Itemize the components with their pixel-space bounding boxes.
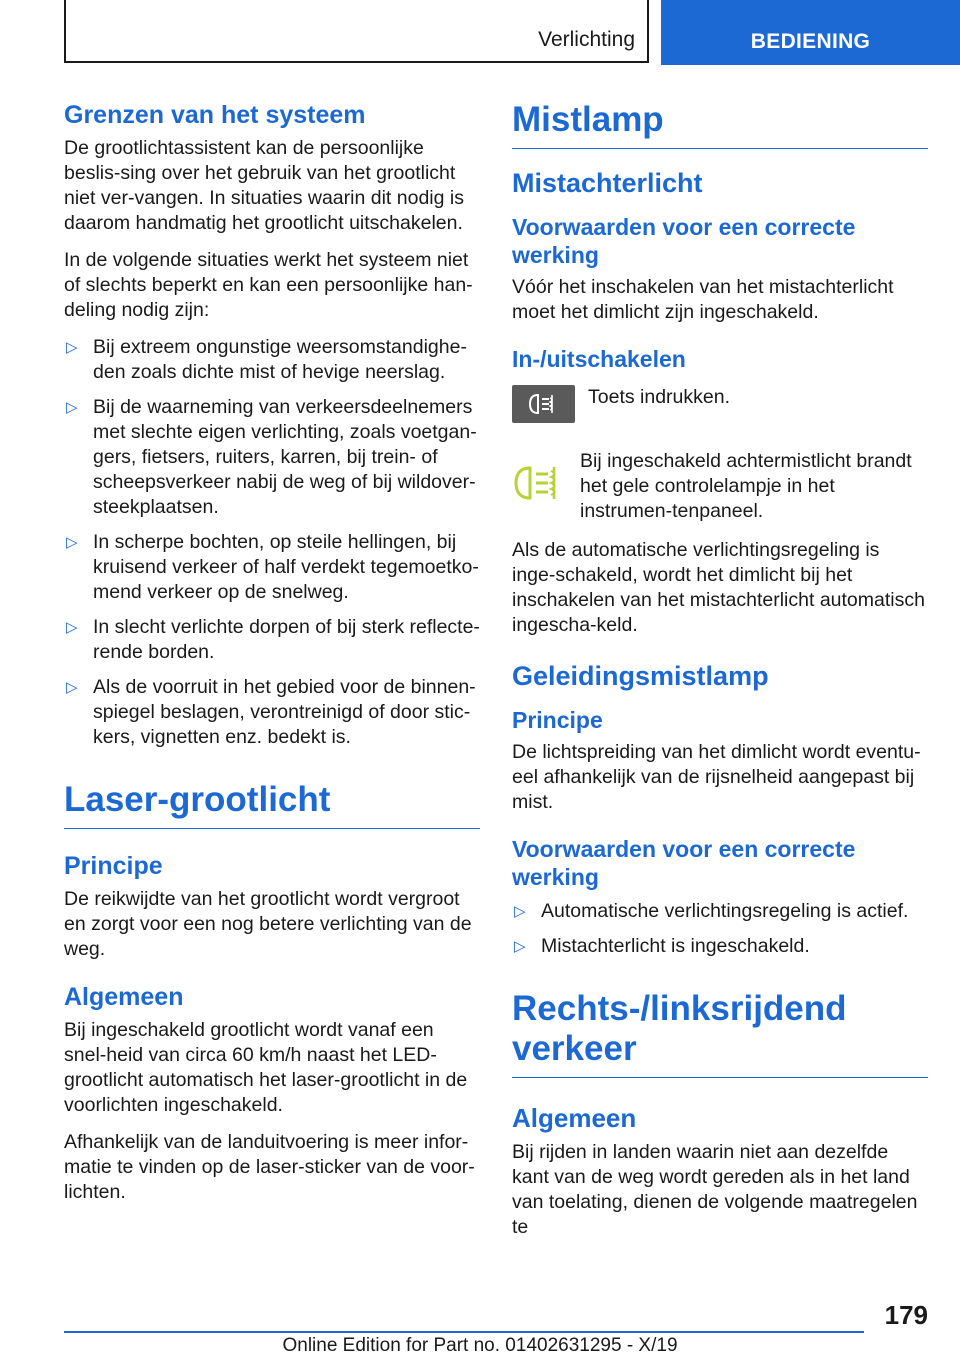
paragraph: Bij rijden in landen waarin niet aan dezelfde kant van de weg wordt gereden als in het land van toelating, dienen de volgende maatregelen te <box>512 1141 918 1238</box>
conditions-list <box>512 899 928 959</box>
paragraph: De reikwijdte van het grootlicht wordt vergroot en zorgt voor een nog betere verlichting van de weg. <box>64 888 472 960</box>
button-instruction <box>512 383 928 435</box>
rear-fog-lamp-button-icon[interactable] <box>512 385 575 423</box>
heading-rechts-linksrijdend: Rechts-/linksrijdend verkeer <box>512 989 928 1078</box>
paragraph: Afhankelijk van de landuitvoering is meer infor‐matie te vinden op de laser-sticker van de voor‐lichten. <box>64 1131 475 1203</box>
header-chapter-title: BEDIENING <box>750 30 871 53</box>
triangle-bullet-icon: ▷ <box>66 679 78 696</box>
heading-in-uitschakelen: In-/uitschakelen <box>512 346 686 372</box>
list-item: ▷ Bij extreem ongunstige weersomstandighe‐den zoals dichte mist of hevige neerslag. <box>66 336 467 383</box>
heading-principe: Principe <box>64 852 163 880</box>
triangle-bullet-icon: ▷ <box>514 903 526 920</box>
indicator-instruction <box>512 449 928 524</box>
indicator-instruction-text: Bij ingeschakeld achtermistlicht brandt het gele controlelampje in het instrumen‐tenpaneel. <box>580 450 912 522</box>
list-item: ▷ Automatische verlichtingsregeling is actief. <box>514 900 909 922</box>
triangle-bullet-icon: ▷ <box>66 619 78 636</box>
paragraph: In de volgende situaties werkt het systeem niet of slechts beperkt en kan een persoonlijke han‐deling nodig zijn: <box>64 249 473 321</box>
rear-fog-lamp-indicator-icon <box>512 463 566 503</box>
triangle-bullet-icon: ▷ <box>66 339 78 356</box>
footer-rule <box>64 1331 864 1333</box>
list-item: ▷ In scherpe bochten, op steile hellingen, bij kruisend verkeer of half verdekt tegemoetko‐mend verkeer op de snelweg. <box>66 531 479 603</box>
list-item: ▷ Mistachterlicht is ingeschakeld. <box>514 935 810 957</box>
list-item: ▷ Als de voorruit in het gebied voor de binnen‐spiegel beslagen, verontreinigd of door stic‐kers, vignetten enz. bedekt is. <box>66 676 476 748</box>
heading-voorwaarden: Voorwaarden voor een correcte werking <box>512 836 856 890</box>
right-column <box>512 100 928 1252</box>
heading-grenzen: Grenzen van het systeem <box>64 101 366 129</box>
header-section-box <box>64 0 649 63</box>
paragraph: Bij ingeschakeld grootlicht wordt vanaf een snel‐heid van circa 60 km/h naast het LED-grootlicht automatisch het laser-grootlicht in de voorlichten ingeschakeld. <box>64 1019 468 1116</box>
heading-algemeen: Algemeen <box>512 1103 637 1133</box>
triangle-bullet-icon: ▷ <box>66 399 78 416</box>
paragraph: Als de automatische verlichtingsregeling is inge‐schakeld, wordt het dimlicht bij het inschakelen van het mistachterlicht automatisch ingescha‐keld. <box>512 539 925 636</box>
paragraph: De lichtspreiding van het dimlicht wordt eventu‐eel afhankelijk van de rijsnelheid aangepast bij mist. <box>512 741 921 813</box>
left-column <box>64 100 480 1217</box>
button-instruction-text: Toets indrukken. <box>588 386 730 408</box>
triangle-bullet-icon: ▷ <box>514 938 526 955</box>
heading-algemeen: Algemeen <box>64 983 184 1011</box>
heading-geleidingsmistlamp: Geleidingsmistlamp <box>512 661 769 691</box>
heading-mistlamp: Mistlamp <box>512 100 928 149</box>
paragraph: De grootlichtassistent kan de persoonlijke beslis‐sing over het gebruik van het grootlicht niet ver‐vangen. In situaties waarin dit nodig is daarom handmatig het grootlicht uitschakelen. <box>64 137 464 234</box>
list-item: ▷ Bij de waarneming van verkeersdeelnemers met slechte eigen verlichting, zoals voetgan‐gers, fietsers, ruiters, karren, bij trein- of scheepsverkeer nabij de weg of bij wildover‐steekplaatsen. <box>66 396 477 518</box>
heading-laser-grootlicht: Laser-grootlicht <box>64 780 480 829</box>
footer-edition: Online Edition for Part no. 01402631295 - X/19 <box>282 1335 678 1356</box>
triangle-bullet-icon: ▷ <box>66 534 78 551</box>
heading-principe: Principe <box>512 707 603 733</box>
limitations-list <box>64 335 480 750</box>
heading-voorwaarden: Voorwaarden voor een correcte werking <box>512 214 856 268</box>
paragraph: Vóór het inschakelen van het mistachterlicht moet het dimlicht zijn ingeschakeld. <box>512 276 894 323</box>
heading-mistachterlicht: Mistachterlicht <box>512 168 703 198</box>
header-chapter-tab <box>661 0 960 65</box>
list-item: ▷ In slecht verlichte dorpen of bij sterk reflecte‐rende borden. <box>66 616 480 663</box>
page-number: 179 <box>884 1300 928 1330</box>
header-section-title: Verlichting <box>538 28 635 51</box>
